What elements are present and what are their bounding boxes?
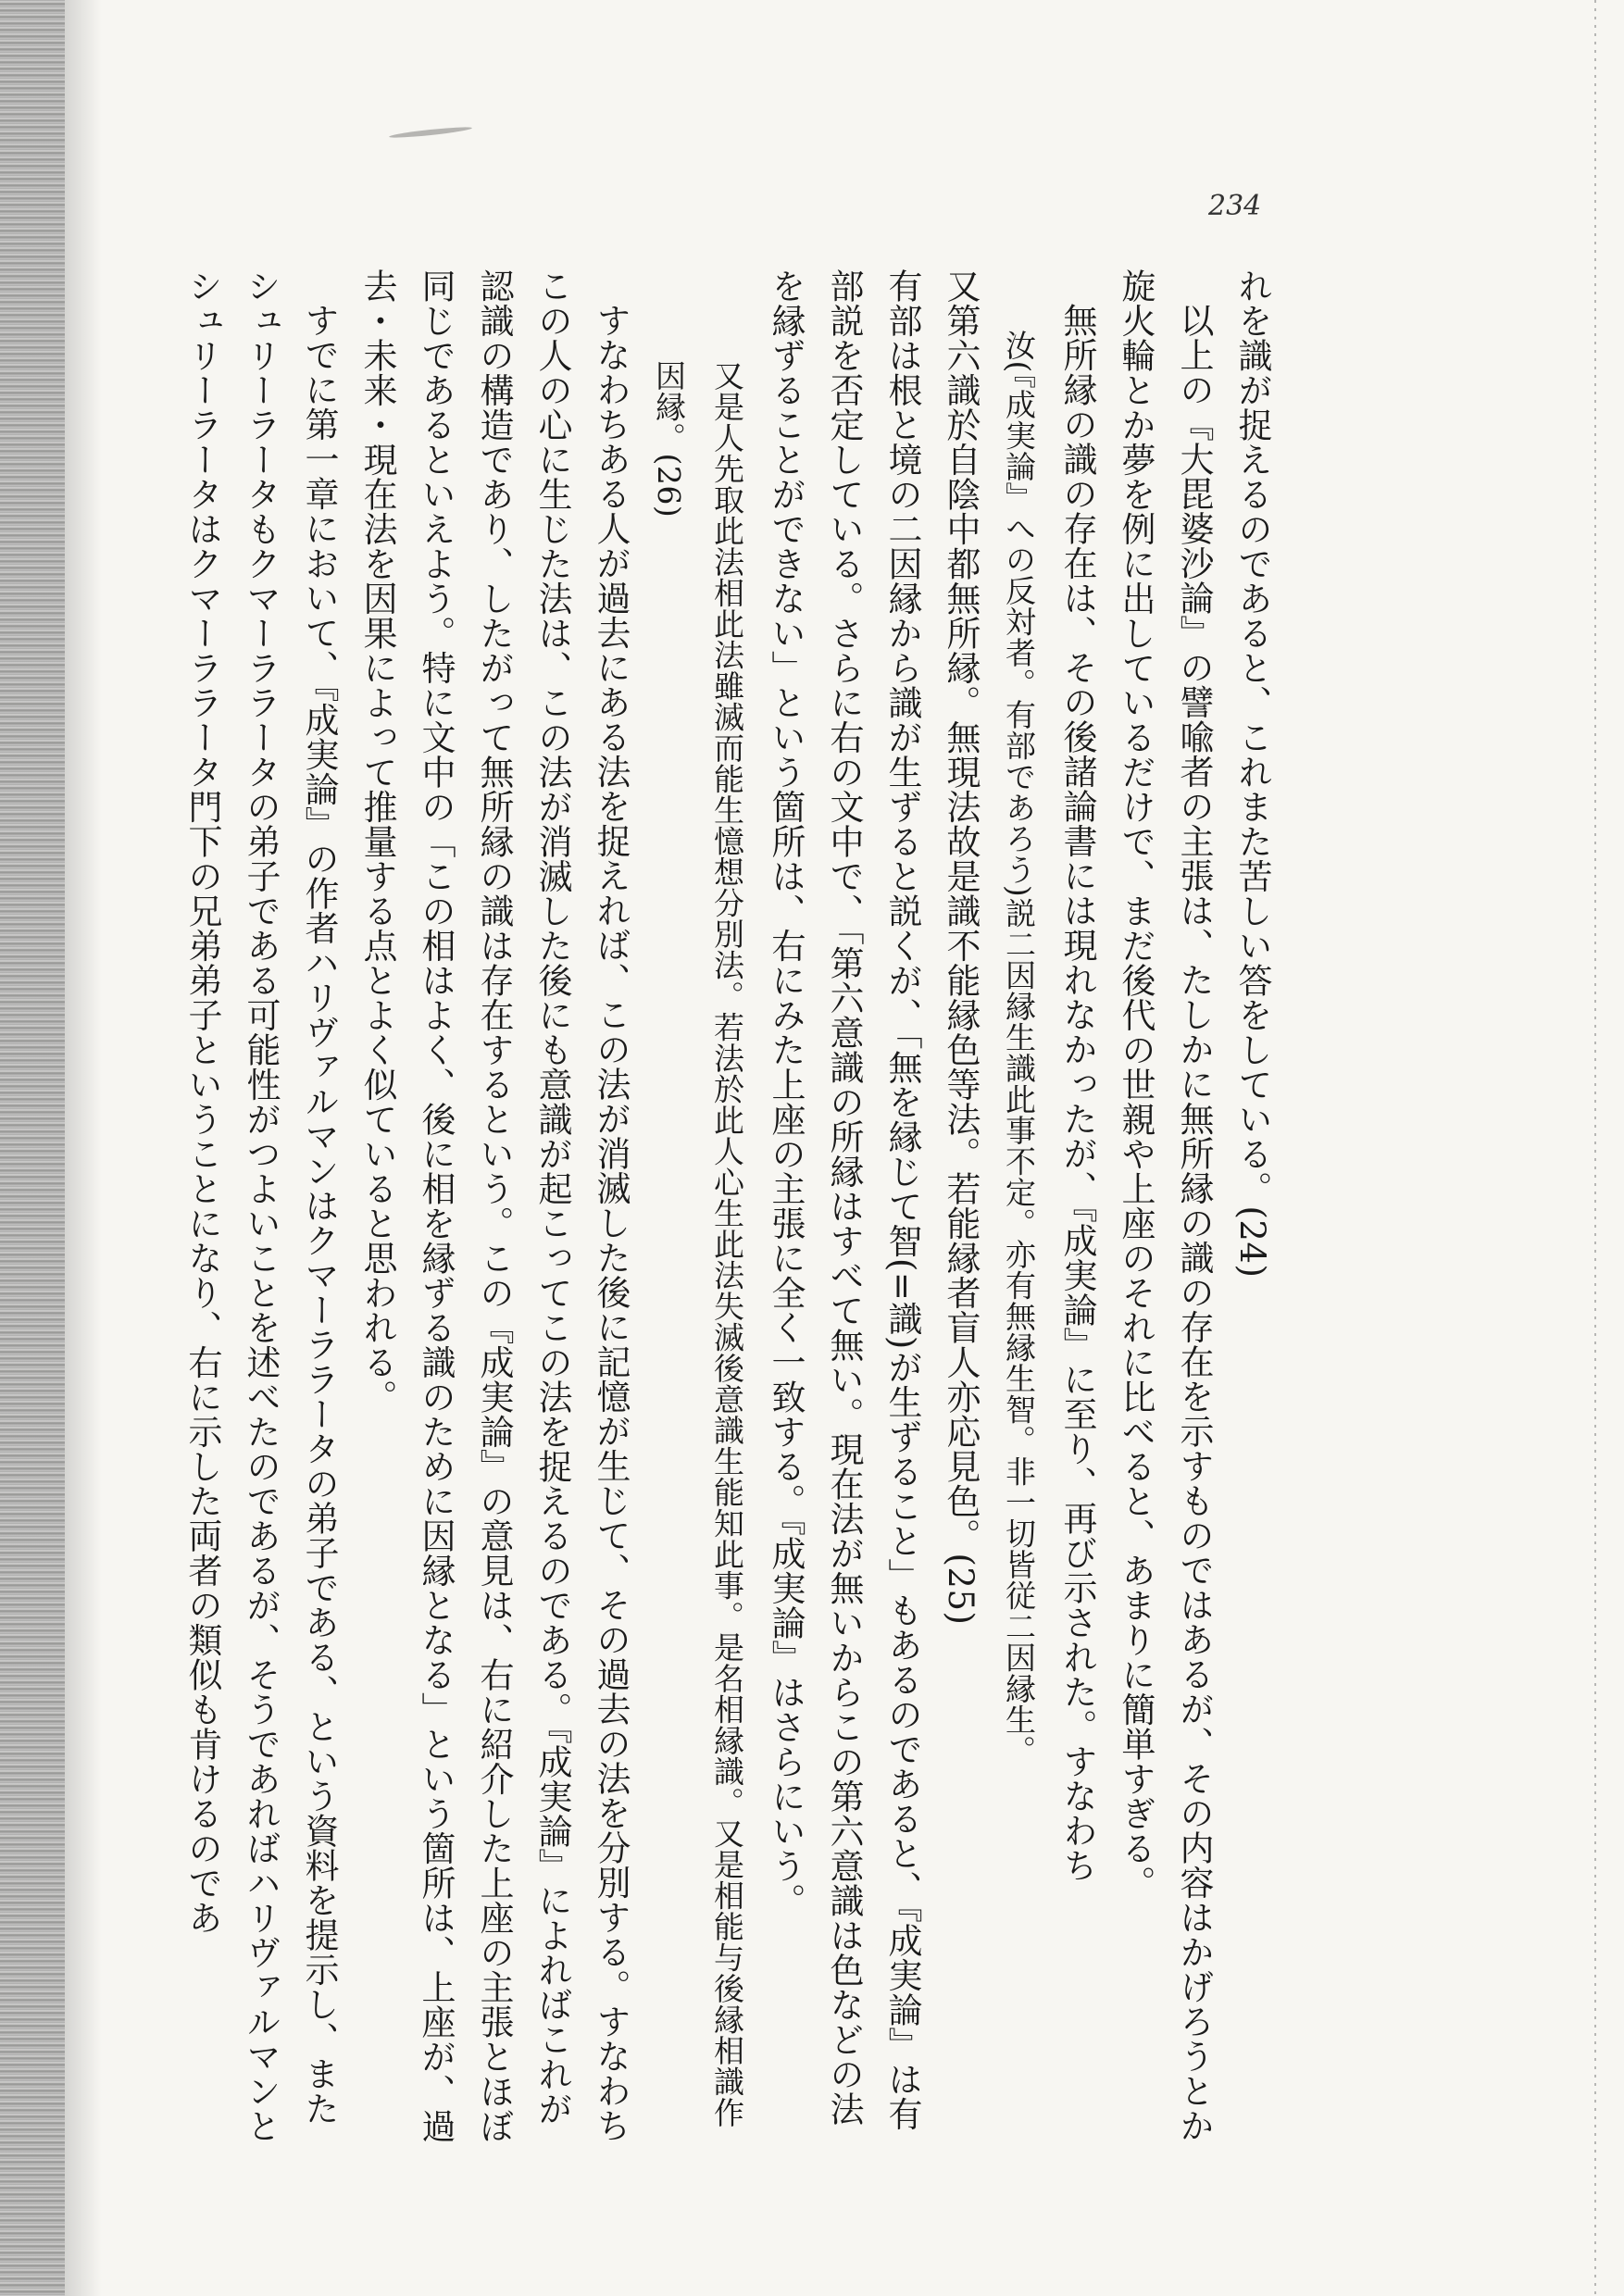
scan-right-edge: [1594, 0, 1596, 2296]
paragraph: すなわちある人が過去にある法を捉えれば、この法が消滅した後に記憶が生じて、その過去の法を分別する。すなわちこの人の心に生じた法は、この法が消滅した後にも意識が起こってこの法を捉えるのである。『成実論』によればこれが認識の構造であり、したがって無所縁の識は存在するという。この『成実論』の意見は、右に紹介した上座の主張とほぼ同じであるといえよう。特に文中の「この相はよく、後に相を縁ずる識のために因縁となる」という箇所は、上座が、過去・未来・現在法を因果によって推量する点とよく似ていると思われる。: [357, 268, 631, 2143]
paragraph: 無所縁の識の存在は、その後諸論書には現れなかったが、『成実論』に至り、再び示された。すなわち: [1057, 303, 1097, 1883]
paragraph: すでに第一章において、『成実論』の作者ハリヴァルマンはクマーララータの弟子である、という資料を提示し、またシュリーラータもクマーララータの弟子である可能性がつよいことを述べたのであるが、そうであればハリヴァルマンとシュリーラータはクマーララータ門下の兄弟弟子ということになり、右に示した両者の類似も肯けるのであ: [182, 268, 339, 2143]
paragraph: れを識が捉えるのであると、これまた苦しい答をしている。(24): [1232, 268, 1272, 1279]
quotation: 又是人先取此法相此法雖滅而能生憶想分別法。若法於此人心生此法失滅後意識生能知此事。是名相縁識。又是相能与後縁相識作因縁。(26): [651, 360, 745, 2128]
paragraph: 有部は根と境の二因縁から識が生ずると説くが、「無を縁じて智(=識)が生ずること」もあるのであると、『成実論』は有部説を否定している。さらに右の文中で、「第六意識の所縁はすべて無い。現在法が無いからこの第六意識は色などの法を縁ずることができない」という箇所は、右にみた上座の主張に全く一致する。『成実論』はさらにいう。: [766, 268, 922, 2131]
scan-shadow: [65, 0, 102, 2296]
scan-binding-edge: [0, 0, 65, 2296]
body-text: [170, 268, 1281, 2157]
paragraph: 以上の『大毘婆沙論』の譬喩者の主張は、たしかに無所縁の識の存在を示すものではあるが、その内容はかげろうとか旋火輪とか夢を例に出しているだけで、まだ後代の世親や上座のそれに比べると、あまりに簡単すぎる。: [1116, 268, 1214, 2143]
quotation: 又第六識於自陰中都無所縁。無現法故是識不能縁色等法。若能縁者盲人亦応見色。(25): [941, 268, 981, 1626]
page-number: 234: [1208, 190, 1262, 222]
scan-smudge: [389, 125, 472, 139]
quotation: 汝(『成実論』への反対者。有部であろう)説二因縁生識此事不定。亦有無縁生智。非一切皆従二因縁生。: [1001, 330, 1037, 1766]
